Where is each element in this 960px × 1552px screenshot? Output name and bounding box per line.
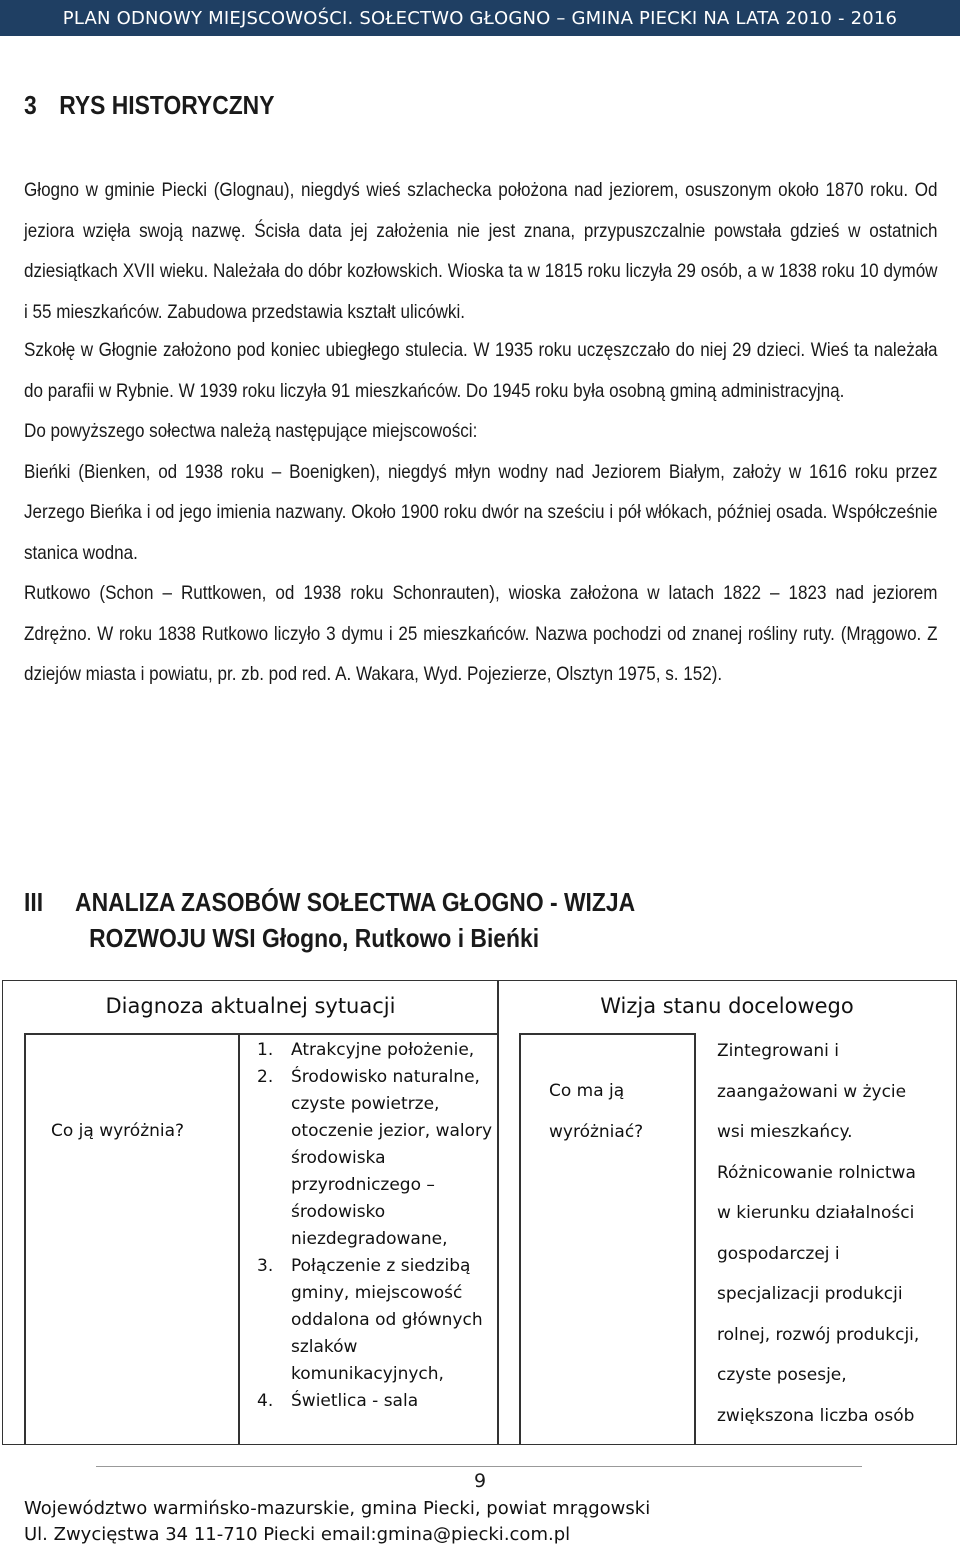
paragraph-bienki: Bieńki (Bienken, od 1938 roku – Boenigken), niegdyś młyn wodny nad Jeziorem Białym, założy w 1616 roku przez Jerzego Bieńka i od jego imienia nazwany. Około 1900 roku dwór na sześciu i pół włókach, później osada. Współcześnie stanica wodna.: [24, 460, 938, 564]
question-distinguishes: Co ją wyróżnia?: [51, 1121, 185, 1141]
part-title-line2: ROZWOJU WSI Głogno, Rutkowo i Bieńki: [89, 923, 540, 953]
list-item: 4. Świetlica - sala: [257, 1391, 419, 1411]
column-divider-left: [238, 1033, 240, 1444]
list-item: 1. Atrakcyjne położenie,: [257, 1040, 475, 1060]
table-header-vision: Wizja stanu docelowego: [600, 994, 854, 1018]
vision-text: Zintegrowani i zaangażowani w życie wsi mieszkańcy. Różnicowanie rolnictwa w kierunku działalności gospodarczej i specjalizacji produkcji rolnej, rozwój produkcji, czyste posesje, zwiększona liczba osób: [717, 1041, 920, 1426]
page-number: 9: [473, 1470, 487, 1492]
row-divider-left: [25, 1033, 238, 1035]
paragraph-school: Szkołę w Głognie założono pod koniec ubiegłego stulecia. W 1935 roku uczęszczało do niej 29 dzieci. Wieś ta należała do parafii w Rybnie. W 1939 roku liczyła 91 mieszkańców. Do 1945 roku była osobną gminą administracyjną.: [24, 339, 938, 402]
part-heading: [24, 884, 635, 956]
part-roman-numeral: III: [24, 887, 44, 917]
part-title-line1: ANALIZA ZASOBÓW SOŁECTWA GŁOGNO - WIZJA: [75, 887, 636, 917]
list-item: 3. Połączenie z siedzibą gminy, miejscowość oddalona od głównych szlaków komunikacyjnych,: [257, 1256, 483, 1384]
paragraph-localities-intro: Do powyższego sołectwa należą następujące miejscowości:: [24, 420, 478, 442]
question-should-distinguish: Co ma ją wyróżniać?: [549, 1081, 644, 1142]
column-divider-main: [497, 981, 499, 1444]
paragraph-history: Głogno w gminie Piecki (Glognau), niegdyś wieś szlachecka położona nad jeziorem, osuszonym około 1870 roku. Od jeziora wzięła swoją nazwę. Ścisła data jej założenia nie jest znana, przypuszczalnie powstała gdzieś w ostatnich dziesiątkach XVII wieku. Należała do dóbr kozłowskich. Wioska ta w 1815 roku liczyła 29 osób, a w 1838 roku 10 dymów i 55 mieszkańców. Zabudowa przedstawia kształt ulicówki.: [24, 179, 938, 323]
column-divider-right: [694, 1033, 696, 1444]
paragraph-rutkowo: Rutkowo (Schon – Ruttkowen, od 1938 roku Schonrauten), wioska założona w latach 1822 – 1823 nad jeziorem Zdrężno. W roku 1838 Rutkowo liczyło 3 dymu i 25 mieszkańców. Nazwa pochodzi od znanej rośliny ruty. (Mrągowo. Z dziejów miasta i powiatu, pr. zb. pod red. A. Wakara, Wyd. Pojezierze, Olsztyn 1975, s. 152).: [24, 582, 938, 685]
running-header-title: PLAN ODNOWY MIEJSCOWOŚCI. SOŁECTWO GŁOGNO – GMINA PIECKI NA LATA 2010 - 2016: [62, 7, 898, 29]
section-heading: [24, 90, 274, 121]
table-header-diagnosis: Diagnoza aktualnej sytuacji: [105, 994, 396, 1018]
body-text: [24, 170, 938, 695]
footer-region: Województwo warmińsko-mazurskie, gmina Piecki, powiat mrągowski: [24, 1498, 651, 1519]
section-number: 3: [24, 90, 37, 120]
list-item: 2. Środowisko naturalne, czyste powietrze, otoczenie jezior, walory środowiska przyrodniczego – środowisko niezdegradowane,: [257, 1067, 493, 1249]
footer-rule: [96, 1466, 862, 1467]
running-header: [0, 0, 960, 36]
row-divider-right-q: [519, 1033, 695, 1035]
section-title: RYS HISTORYCZNY: [59, 90, 275, 120]
analysis-table: [2, 980, 957, 1445]
inner-border-left: [24, 1033, 26, 1444]
row-divider-middle: [238, 1033, 497, 1035]
assets-list: [257, 1037, 497, 1415]
footer-address: Ul. Zwycięstwa 34 11-710 Piecki email:gmina@piecki.com.pl: [24, 1524, 571, 1545]
inner-border-right: [519, 1033, 521, 1444]
